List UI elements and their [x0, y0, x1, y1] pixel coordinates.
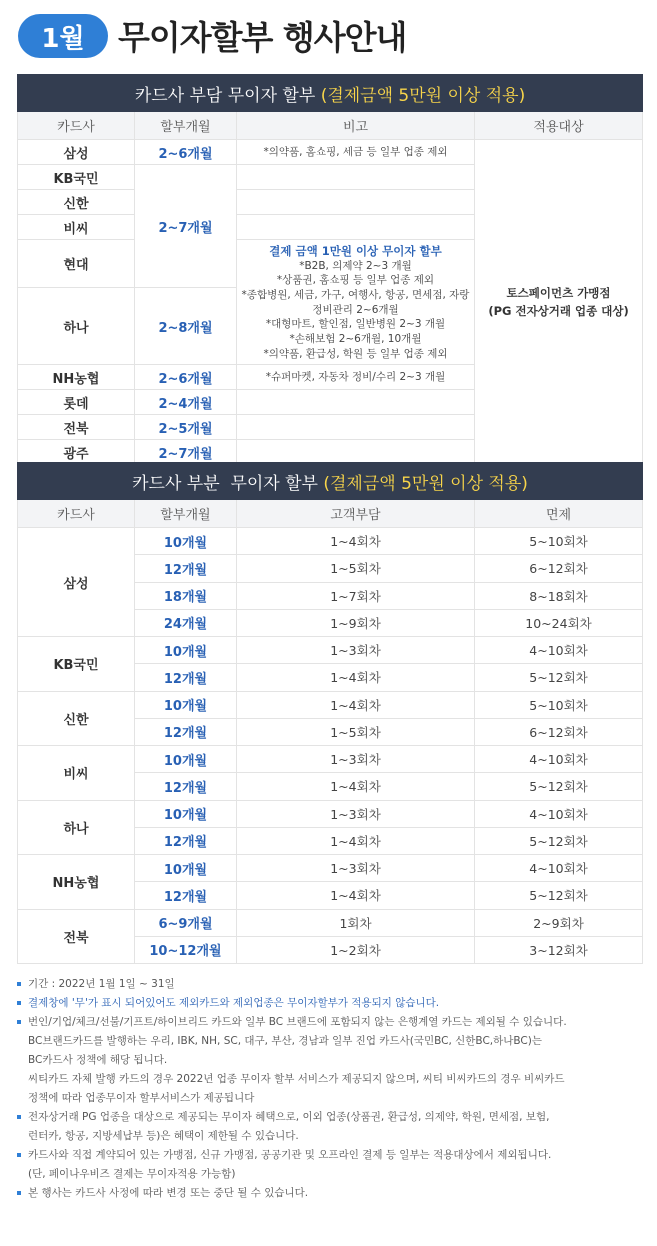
note-line: BC카드사 정책에 해당 됩니다. — [28, 1054, 168, 1066]
installment-months: 2~6개월 — [135, 140, 237, 165]
card-name: NH농협 — [18, 365, 135, 390]
bullet-icon — [17, 1115, 21, 1119]
installment-months: 12개월 — [135, 664, 237, 691]
note-cell — [237, 165, 475, 190]
installment-months: 10개월 — [135, 637, 237, 664]
card-partial-interest-free-table — [17, 462, 643, 964]
table-row — [18, 800, 643, 827]
bullet-icon — [17, 1020, 21, 1024]
customer-burden: 1~3회차 — [237, 855, 475, 882]
section-heading-text: 카드사 부분 무이자 할부 — [132, 473, 318, 494]
note-line: 기간 : 2022년 1월 1일 ~ 31일 — [28, 978, 175, 990]
note-item — [17, 1146, 642, 1184]
customer-burden: 1~3회차 — [237, 637, 475, 664]
installment-months: 2~6개월 — [135, 365, 237, 390]
note-item — [17, 1013, 642, 1108]
installment-months: 12개월 — [135, 718, 237, 745]
card-name: 광주 — [18, 440, 135, 465]
customer-burden: 1~2회차 — [237, 936, 475, 963]
block-note-line: *대형마트, 할인점, 일반병원 2~3 개월 — [265, 318, 446, 331]
table-row — [18, 855, 643, 882]
card-name: 전북 — [18, 415, 135, 440]
customer-burden: 1~4회차 — [237, 664, 475, 691]
card-name: 신한 — [18, 190, 135, 215]
exempt-installments: 5~12회차 — [475, 882, 643, 909]
exempt-installments: 6~12회차 — [475, 555, 643, 582]
installment-months: 18개월 — [135, 582, 237, 609]
note-line: 번인/기업/체크/선불/기프트/하이브리드 카드와 일부 BC 브랜드에 포함되지 않는 은행계열 카드는 제외될 수 있습니다. — [28, 1016, 567, 1028]
installment-months: 24개월 — [135, 609, 237, 636]
table2-body — [18, 528, 643, 964]
customer-burden: 1회차 — [237, 909, 475, 936]
card-name: NH농협 — [18, 855, 135, 910]
bullet-icon — [17, 982, 21, 986]
block-note-line: *손해보험 2~6개월, 10개월 — [289, 333, 422, 346]
bullet-icon — [17, 1153, 21, 1157]
section-heading-row — [18, 463, 643, 500]
exempt-installments: 5~12회차 — [475, 664, 643, 691]
section-heading-highlight: (결제금액 5만원 이상 적용) — [323, 473, 528, 494]
note-item — [17, 975, 642, 994]
installment-months: 12개월 — [135, 882, 237, 909]
note-line: BC브랜드카드를 발행하는 우리, IBK, NH, SC, 대구, 부산, 경남과 일부 진업 카드사(국민BC, 신한BC,하나BC)는 — [28, 1035, 542, 1047]
installment-months: 2~5개월 — [135, 415, 237, 440]
note-line: 정책에 따라 업종무이자 할부서비스가 제공됩니다 — [28, 1092, 255, 1104]
installment-months: 2~8개월 — [135, 288, 237, 365]
note-cell — [237, 215, 475, 240]
header — [0, 0, 657, 70]
card-name: 신한 — [18, 691, 135, 746]
target-line-2: (PG 전자상거래 업종 대상) — [488, 304, 629, 318]
exempt-installments: 3~12회차 — [475, 936, 643, 963]
card-name: 전북 — [18, 909, 135, 964]
card-name: 삼성 — [18, 140, 135, 165]
bullet-icon — [17, 1001, 21, 1005]
col-header-months: 할부개월 — [135, 112, 237, 140]
exempt-installments: 4~10회차 — [475, 637, 643, 664]
block-note-line: *의약품, 환급성, 학원 등 일부 업종 제외 — [263, 347, 448, 360]
installment-months: 12개월 — [135, 827, 237, 854]
customer-burden: 1~9회차 — [237, 609, 475, 636]
card-name: 롯데 — [18, 390, 135, 415]
installment-months: 2~7개월 — [135, 440, 237, 465]
installment-months: 10개월 — [135, 691, 237, 718]
customer-burden: 1~3회차 — [237, 800, 475, 827]
note-line: 런터카, 항공, 지방세납부 등)은 혜택이 제한될 수 있습니다. — [28, 1130, 299, 1142]
col-header-target: 적용대상 — [475, 112, 643, 140]
customer-burden: 1~5회차 — [237, 718, 475, 745]
customer-burden: 1~3회차 — [237, 746, 475, 773]
section-heading — [18, 463, 643, 500]
note-line: 결제창에 '무'가 표시 되어있어도 제외카드와 제외업종은 무이자할부가 적용되지 않습니다. — [28, 997, 440, 1009]
installment-months: 10~12개월 — [135, 936, 237, 963]
target-cell — [475, 140, 643, 465]
block-note-cell — [237, 240, 475, 365]
note-cell — [237, 390, 475, 415]
installment-months: 12개월 — [135, 555, 237, 582]
customer-burden: 1~4회차 — [237, 528, 475, 555]
col-header-exempt: 면제 — [475, 500, 643, 528]
block-note-title: 결제 금액 1만원 이상 무이자 할부 — [269, 243, 442, 258]
card-name: 비씨 — [18, 746, 135, 801]
note-cell — [237, 415, 475, 440]
customer-burden: 1~4회차 — [237, 691, 475, 718]
exempt-installments: 5~12회차 — [475, 773, 643, 800]
note-cell: *의약품, 홈쇼핑, 세금 등 일부 업종 제외 — [237, 140, 475, 165]
card-name: 비씨 — [18, 215, 135, 240]
note-cell: *슈퍼마켓, 자동차 정비/수리 2~3 개월 — [237, 365, 475, 390]
installment-months: 6~9개월 — [135, 909, 237, 936]
exempt-installments: 10~24회차 — [475, 609, 643, 636]
exempt-installments: 5~10회차 — [475, 528, 643, 555]
note-cell — [237, 440, 475, 465]
customer-burden: 1~4회차 — [237, 773, 475, 800]
column-header-row — [18, 500, 643, 528]
note-cell — [237, 190, 475, 215]
section-heading-highlight: (결제금액 5만원 이상 적용) — [320, 85, 526, 106]
block-note-line: 정비관리 2~6개월 — [312, 303, 399, 316]
col-header-months: 할부개월 — [135, 500, 237, 528]
section-heading — [18, 75, 643, 112]
block-note-line: *상품권, 홈쇼핑 등 일부 업종 제외 — [276, 274, 435, 287]
card-name: 현대 — [18, 240, 135, 288]
note-line: 본 행사는 카드사 사정에 따라 변경 또는 중단 될 수 있습니다. — [28, 1187, 309, 1199]
exempt-installments: 5~12회차 — [475, 827, 643, 854]
note-item — [17, 1184, 642, 1203]
installment-months: 2~4개월 — [135, 390, 237, 415]
table-row — [18, 909, 643, 936]
notes-section — [17, 975, 642, 1203]
exempt-installments: 4~10회차 — [475, 800, 643, 827]
installment-months: 10개월 — [135, 746, 237, 773]
note-line: 카드사와 직접 계약되어 있는 가맹점, 신규 가맹점, 공공기관 및 오프라인 결제 등 일부는 적용대상에서 제외됩니다. — [28, 1149, 552, 1161]
exempt-installments: 5~10회차 — [475, 691, 643, 718]
block-note-line: *종합병원, 세금, 가구, 여행사, 항공, 면세점, 자랑 — [241, 289, 470, 302]
col-header-card: 카드사 — [18, 500, 135, 528]
exempt-installments: 4~10회차 — [475, 746, 643, 773]
installment-months: 10개월 — [135, 800, 237, 827]
section-heading-row — [18, 75, 643, 112]
installment-months: 10개월 — [135, 855, 237, 882]
installment-months: 12개월 — [135, 773, 237, 800]
customer-burden: 1~4회차 — [237, 882, 475, 909]
customer-burden: 1~5회차 — [237, 555, 475, 582]
month-badge: 1월 — [18, 14, 108, 58]
target-line-1: 토스페이먼츠 가맹점 — [506, 285, 611, 300]
exempt-installments: 4~10회차 — [475, 855, 643, 882]
card-name: KB국민 — [18, 637, 135, 692]
note-line: (단, 페이나우비즈 결제는 무이자적용 가능함) — [28, 1168, 236, 1180]
table-row — [18, 746, 643, 773]
table-row — [18, 637, 643, 664]
table-row — [18, 691, 643, 718]
exempt-installments: 6~12회차 — [475, 718, 643, 745]
notes-list — [17, 975, 642, 1203]
table-row — [18, 528, 643, 555]
note-item — [17, 994, 642, 1013]
col-header-card: 카드사 — [18, 112, 135, 140]
col-header-note: 비고 — [237, 112, 475, 140]
installment-months: 2~7개월 — [135, 165, 237, 288]
table-row — [18, 140, 643, 165]
exempt-installments: 8~18회차 — [475, 582, 643, 609]
note-item — [17, 1108, 642, 1146]
card-full-interest-free-table — [17, 74, 643, 465]
bullet-icon — [17, 1191, 21, 1195]
note-line: 씨티카드 자체 발행 카드의 경우 2022년 업종 무이자 할부 서비스가 제공되지 않으며, 씨티 비씨카드의 경우 비씨카드 — [28, 1073, 565, 1085]
note-line: 전자상거래 PG 업종을 대상으로 제공되는 무이자 혜택으로, 이외 업종(상품권, 환급성, 의제약, 학원, 면세점, 보험, — [28, 1111, 550, 1123]
card-name: 하나 — [18, 288, 135, 365]
block-note-line: *B2B, 의제약 2~3 개월 — [299, 259, 412, 272]
card-name: 하나 — [18, 800, 135, 855]
column-header-row — [18, 112, 643, 140]
card-name: 삼성 — [18, 528, 135, 637]
card-name: KB국민 — [18, 165, 135, 190]
customer-burden: 1~4회차 — [237, 827, 475, 854]
col-header-customer: 고객부담 — [237, 500, 475, 528]
customer-burden: 1~7회차 — [237, 582, 475, 609]
section-heading-text: 카드사 부담 무이자 할부 — [134, 85, 316, 106]
exempt-installments: 2~9회차 — [475, 909, 643, 936]
page-title: 무이자할부 행사안내 — [118, 18, 407, 57]
installment-months: 10개월 — [135, 528, 237, 555]
